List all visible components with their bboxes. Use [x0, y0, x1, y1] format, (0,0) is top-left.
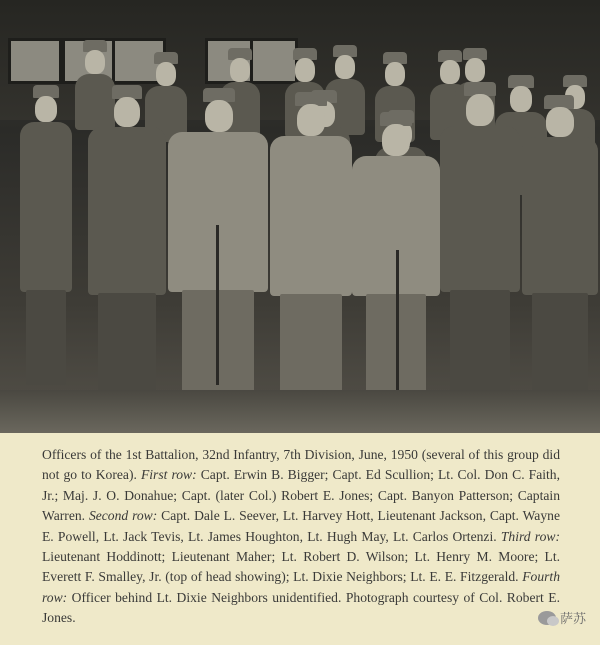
second-row-names: Capt. Dale L. Seever, Lt. Harvey Hott, Lieutenant Jackson, Capt. Wayne E. Powell, Lt. Jack Tevis, Lt. James Houghton, Lt. Hugh May, Lt. Carlos Ortenzi.: [42, 508, 560, 544]
second-row-label: Second row:: [88, 508, 158, 524]
third-row-label: Third row:: [500, 528, 560, 544]
soldier: [20, 85, 72, 385]
wechat-icon: [538, 611, 556, 625]
ground: [0, 390, 600, 433]
third-row-names: Lieutenant Hoddinott; Lieutenant Maher; Lt. Robert D. Wilson; Lt. Henry M. Moore; Lt. Everett F. Smalley, Jr. (top of head showing); Lt. Dixie Neighbors; Lt. E. E. Fitzgerald.: [42, 549, 560, 585]
fourth-row-label: Fourth row:: [42, 569, 560, 605]
walking-cane: [396, 250, 399, 395]
first-row-names: Capt. Erwin B. Bigger; Capt. Ed Scullion; Lt. Col. Don C. Faith, Jr.; Maj. J. O. Donahue; Capt. (later Col.) Robert E. Jones; Capt. Banyon Patterson; Captain Warren.: [42, 467, 560, 524]
soldier: [270, 92, 352, 402]
watermark: [538, 608, 586, 627]
caption-intro: Officers of the 1st Battalion, 32nd Infantry, 7th Division, June, 1950 (several of this group did not go to Korea).: [42, 447, 560, 483]
fourth-row-names: Officer behind Lt. Dixie Neighbors unidentified. Photograph courtesy of Col. Robert E. Jones.: [42, 589, 560, 626]
window: [8, 38, 62, 84]
soldier: [522, 95, 598, 395]
soldier: [88, 85, 166, 405]
first-row-label: First row:: [140, 467, 197, 483]
soldier: [440, 82, 520, 392]
watermark-text: 萨苏: [559, 612, 586, 627]
photo-caption: [42, 445, 560, 629]
walking-cane: [216, 225, 219, 385]
